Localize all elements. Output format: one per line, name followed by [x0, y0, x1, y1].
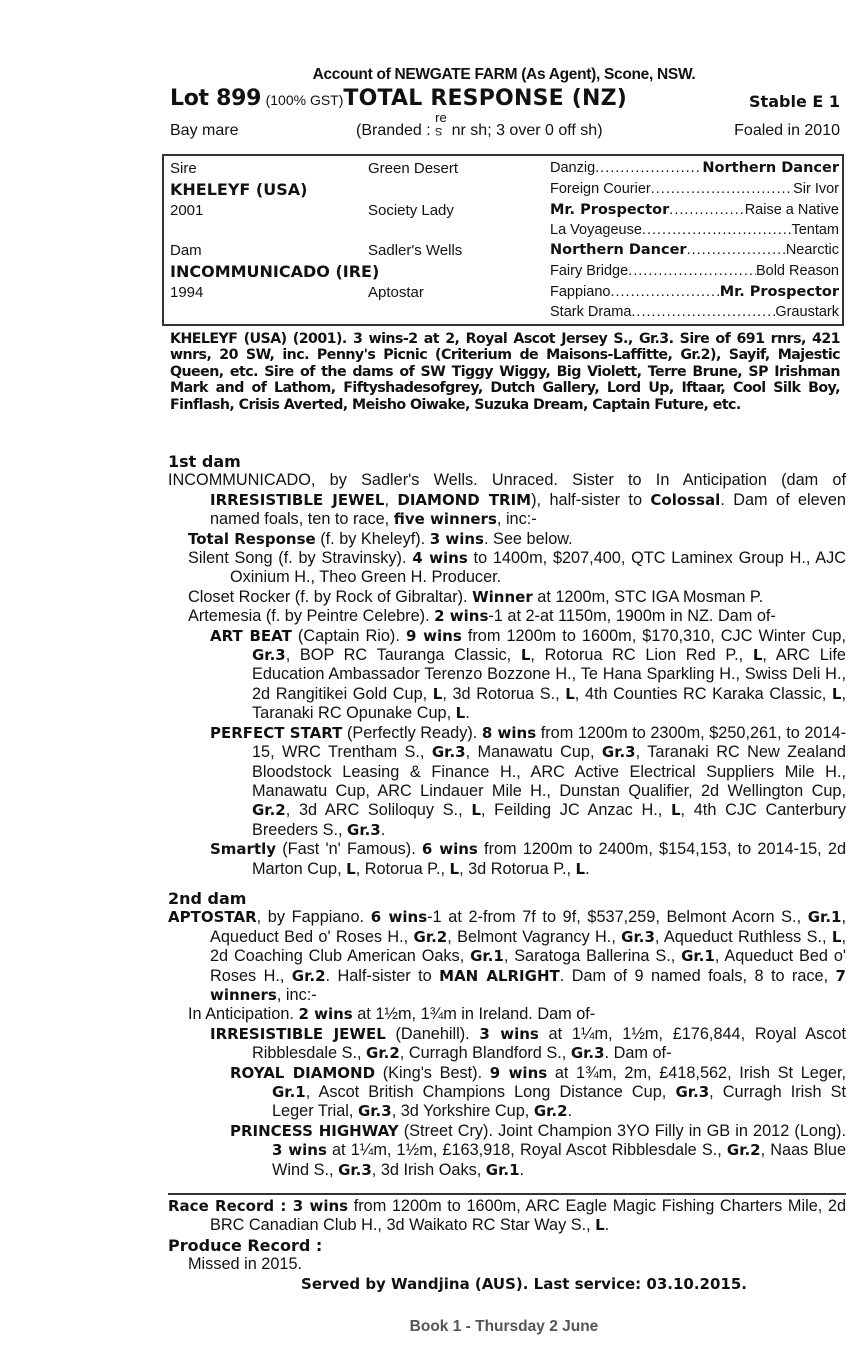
gen3-right: Northern Dancer [702, 160, 839, 176]
bold-text: Gr.2 [413, 927, 448, 946]
bold-text: Gr.3 [347, 820, 381, 839]
sire-dam: Society Lady [368, 202, 454, 219]
text-run: (Street Cry). Joint Champion 3YO Filly in GB in 2012 (Long). [398, 1121, 846, 1140]
bold-text: Gr.3 [675, 1083, 710, 1102]
sire-name: KHELEYF (USA) [170, 180, 308, 199]
pedigree-gen3-row [550, 304, 839, 320]
bold-text: five winners [393, 510, 497, 529]
text-run: ), half-sister to [531, 490, 651, 509]
progeny-entry [168, 530, 846, 549]
text-run: , 2d Coaching Club American Oaks, [210, 927, 846, 966]
gen3-left: Mr. Prospector [550, 202, 670, 218]
bold-text: ART BEAT [210, 626, 292, 645]
text-run: , [384, 490, 398, 509]
foaled-year: Foaled in 2010 [734, 122, 840, 139]
text-run: , BOP RC Tauranga Classic, [285, 646, 521, 665]
bold-text: L [432, 684, 443, 703]
bold-text: Gr.2 [291, 966, 326, 985]
bold-text: L [449, 859, 460, 878]
dam-label: Dam [170, 242, 202, 259]
bold-text: L [831, 927, 842, 946]
bold-text: 3 wins [479, 1024, 539, 1043]
text-run: (Captain Rio). [291, 626, 406, 645]
text-run: Artemesia (f. by Peintre Celebre). [188, 607, 435, 626]
text-run: , 3d Rotorua S., [442, 684, 566, 703]
pedigree-gen3-row [550, 242, 839, 258]
bold-text: Gr.2 [533, 1102, 568, 1121]
bold-text: L [670, 801, 681, 820]
text-run: . Dam of- [604, 1044, 672, 1063]
vendor-account: Account of NEWGATE FARM (As Agent), Scone, NSW. [312, 66, 696, 83]
bold-text: 7 winners [210, 966, 846, 1005]
bold-text: Gr.2 [366, 1044, 400, 1063]
bold-text: 2 wins [434, 607, 489, 626]
text-run: . [465, 704, 470, 723]
text-run: , 3d ARC Soliloquy S., [285, 801, 472, 820]
bold-text: PERFECT START [210, 723, 343, 742]
bold-text: 6 wins [421, 840, 478, 859]
bold-text: Gr.3 [338, 1160, 372, 1179]
text-run: . Dam of eleven named foals, ten to race, [210, 490, 846, 529]
text-run: , Ascot British Champions Long Distance Cup, [305, 1083, 676, 1102]
text-run: from 1200m to 1600m, ARC Eagle Magic Fishing Charters Mile, 2d BRC Canadian Club H., 3d Waikato RC Star Way S., [210, 1197, 847, 1235]
text-run: In Anticipation. [188, 1005, 299, 1024]
text-run: , Rotorua P., [355, 859, 450, 878]
gen3-left: Northern Dancer [550, 242, 687, 258]
bold-text: Gr.1 [681, 947, 715, 966]
horse-name: TOTAL RESPONSE (NZ) [343, 86, 627, 111]
bold-text: Gr.2 [252, 801, 286, 820]
brand-description [356, 109, 603, 140]
gen3-right: Raise a Native [744, 202, 839, 218]
pedigree-gen3-row [550, 284, 839, 300]
bold-text: 2 wins [298, 1005, 353, 1024]
bold-text: PRINCESS HIGHWAY [230, 1121, 399, 1140]
progeny-entry [168, 1064, 846, 1122]
gst-note: (100% GST) [265, 92, 344, 108]
gen3-left: Fairy Bridge [550, 263, 629, 279]
bold-text: 6 wins [370, 908, 428, 927]
first-dam-section [168, 452, 846, 879]
sex-colour: Bay mare [170, 122, 239, 139]
text-run: at 1¾m, 2m, £418,562, Irish St Leger, [547, 1063, 846, 1082]
leader-dots [610, 284, 719, 300]
sire-summary: KHELEYF (USA) (2001). 3 wins-2 at 2, Royal Ascot Jersey S., Gr.3. Sire of 691 rnrs, 421 wnrs, 20 SW, inc. Penny's Picnic (Criterium de Maisons-Laffitte, Gr.2), Sayif, Majestic Queen, etc. Sire of the dams of SW Tiggy Wiggy, Big Violett, Terre Brune, SP Irishman Mark and of Lathom, Fiftyshadesofgrey, Dutch Gallery, Lord Up, Iftaar, Cool Silk Boy, Finflash, Crisis Averted, Meisho Oiwake, Suzuka Dream, Captain Future, etc. [170, 331, 840, 413]
text-run: , Taranaki RC New Zealand Bloodstock Leasing & Finance H., ARC Active Electrical Suppliers Mile H., Manawatu Cup, ARC Lindauer Mile H., Dunstan Qualifier, 2d Wellington Cup, [252, 743, 846, 800]
text-run: . [567, 1102, 573, 1121]
bold-text: L [471, 801, 481, 820]
bold-text: Gr.1 [485, 1160, 520, 1179]
gen3-right: Bold Reason [755, 263, 839, 279]
bold-text: 4 wins [412, 549, 468, 568]
second-dam-intro [168, 908, 846, 1005]
text-run: , Feilding JC Anzac H., [480, 801, 671, 820]
bold-text: 3 wins [292, 1197, 349, 1215]
bold-text: Gr.1 [470, 947, 504, 966]
first-dam-heading: 1st dam [168, 452, 241, 471]
stable-location: Stable E 1 [749, 92, 840, 111]
text-run: to 1400m, $207,400, QTC Laminex Group H., AJC Oxinium H., Theo Green H. Producer. [230, 549, 847, 587]
text-run: (f. by Kheleyf). [315, 529, 430, 548]
progeny-entry [168, 627, 846, 724]
text-run: , 3d Yorkshire Cup, [391, 1102, 534, 1121]
bold-text: Colossal [650, 490, 721, 509]
brand-prefix: (Branded : [356, 122, 431, 139]
dam-name: INCOMMUNICADO (IRE) [170, 262, 380, 281]
text-run: , Aqueduct Bed o' Roses H., [210, 908, 846, 946]
second-dam-section [168, 889, 846, 1180]
text-run: . [380, 820, 386, 839]
sire-sire: Green Desert [368, 160, 459, 177]
lot-number: Lot 899 [170, 86, 262, 111]
text-run: , 3d Rotorua P., [459, 859, 576, 878]
produce-record-heading: Produce Record : [168, 1235, 323, 1255]
text-run: at 1¼m, 1½m, £176,844, Royal Ascot Ribblesdale S., [252, 1024, 846, 1063]
gen3-left: Fappiano [550, 284, 611, 300]
text-run: at 1½m, 1¾m in Ireland. Dam of- [352, 1005, 596, 1024]
text-run: . Dam of 9 named foals, 8 to race, [559, 966, 836, 985]
bold-text: ROYAL DIAMOND [230, 1063, 376, 1082]
progeny-entry [168, 549, 846, 588]
text-run: . Half-sister to [325, 966, 440, 985]
text-run: , Taranaki RC Opunake Cup, [252, 684, 847, 723]
bold-text: Gr.3 [357, 1102, 392, 1121]
progeny-entry [168, 1025, 846, 1064]
text-run: , Belmont Vagrancy H., [447, 927, 622, 946]
text-run: at 1200m, STC IGA Mosman P. [532, 587, 764, 606]
bold-text: L [575, 859, 586, 878]
leader-dots [631, 304, 775, 320]
gen3-right: Graustark [775, 304, 839, 320]
lot-header [170, 86, 846, 116]
bold-text: Gr.2 [726, 1141, 761, 1160]
text-run: . [604, 1216, 610, 1235]
pedigree-gen3-row [550, 263, 839, 279]
gen3-left: Foreign Courier [550, 181, 651, 197]
leader-dots [651, 181, 793, 197]
section-divider [168, 1193, 846, 1195]
text-run: , Saratoga Ballerina S., [503, 947, 682, 966]
progeny-entry [168, 724, 846, 840]
bold-text: L [752, 646, 763, 665]
second-dam-progeny [168, 1005, 846, 1180]
text-run: from 1200m to 1600m, $170,310, CJC Winter Cup, [461, 626, 847, 645]
text-run: -1 at 2-from 7f to 9f, $537,259, Belmont Acorn S., [427, 908, 808, 927]
bold-text: L [520, 646, 531, 665]
bold-text: MAN ALRIGHT [439, 966, 560, 985]
text-run: (Danehill). [385, 1024, 480, 1043]
bold-text: L [455, 704, 466, 723]
text-run: , Curragh Blandford S., [399, 1044, 571, 1063]
bold-text: Gr.3 [252, 646, 286, 665]
brand-suffix: nr sh; 3 over 0 off sh) [451, 122, 603, 139]
sire-label: Sire [170, 160, 197, 177]
horse-details [170, 109, 846, 146]
bold-text: L [831, 684, 842, 703]
leader-dots [642, 222, 792, 238]
text-run: , Rotorua RC Lion Red P., [530, 646, 753, 665]
bold-text: L [346, 859, 356, 878]
progeny-entry [168, 588, 846, 607]
pedigree-gen3-row [550, 222, 839, 238]
text-run: Closet Rocker (f. by Rock of Gibraltar). [188, 587, 473, 606]
progeny-entry [168, 840, 846, 879]
first-dam-intro [168, 471, 846, 529]
gen3-left: La Voyageuse [550, 222, 642, 238]
leader-dots [687, 242, 786, 258]
produce-record-line: Missed in 2015. [188, 1255, 303, 1274]
pedigree-gen3-row [550, 181, 839, 197]
text-run: . [519, 1160, 525, 1179]
text-run: , Naas Blue Wind S., [272, 1141, 846, 1179]
leader-dots [669, 202, 744, 218]
brand-mark-top: re [435, 109, 447, 125]
bold-text: Gr.3 [431, 743, 466, 762]
gen3-right: Nearctic [785, 242, 839, 258]
text-run: INCOMMUNICADO, by Sadler's Wells. Unraced. Sister to In Anticipation (dam of [168, 471, 846, 490]
gen3-right: Tentam [791, 222, 839, 238]
bold-text: Winner [472, 587, 533, 606]
bold-text: Gr.3 [570, 1044, 605, 1063]
bold-text: 3 wins [272, 1141, 327, 1160]
bold-text: IRRESISTIBLE JEWEL [210, 1024, 386, 1043]
text-run: , inc:- [276, 986, 317, 1005]
gen3-right: Mr. Prospector [719, 284, 839, 300]
bold-text: 9 wins [405, 626, 462, 645]
bold-text: 3 wins [429, 529, 484, 548]
bold-text: DIAMOND TRIM [397, 490, 532, 509]
bold-text: IRRESISTIBLE JEWEL [210, 490, 385, 509]
first-dam-progeny [168, 530, 846, 879]
records-section [168, 1197, 846, 1294]
dam-year: 1994 [170, 284, 204, 301]
bold-text: 8 wins [481, 723, 537, 742]
bold-text: Smartly [210, 840, 277, 859]
leader-dots [595, 160, 702, 176]
gen3-right: Sir Ivor [793, 181, 839, 197]
second-dam-heading: 2nd dam [168, 889, 247, 908]
bold-text: 9 wins [489, 1063, 548, 1082]
text-run: -1 at 2-at 1150m, 1900m in NZ. Dam of- [488, 607, 776, 626]
bold-text: Gr.1 [272, 1083, 306, 1102]
text-run: . [585, 859, 590, 878]
last-service-note: Served by Wandjina (AUS). Last service: 03.10.2015. [301, 1274, 747, 1293]
text-run: , Aqueduct Bed o' Roses H., [210, 947, 846, 985]
leader-dots [628, 263, 756, 279]
text-run: (Perfectly Ready). [342, 723, 482, 742]
bold-text: APTOSTAR [168, 908, 257, 927]
text-run: , 4th CJC Canterbury Breeders S., [252, 801, 846, 839]
text-run: , Aqueduct Ruthless S., [654, 927, 832, 946]
pedigree-table [162, 154, 844, 326]
gen3-left: Danzig [550, 160, 596, 176]
pedigree-gen3-row [550, 202, 839, 218]
progeny-entry [168, 1122, 846, 1180]
progeny-entry [168, 607, 846, 626]
text-run: at 1¼m, 1½m, £163,918, Royal Ascot Ribblesdale S., [326, 1141, 727, 1160]
race-record [168, 1197, 846, 1236]
text-run: , ARC Life Education Ambassador Terenzo Bozzone H., Te Hana Sparkling H., Swiss Deli H., 2d Rangitikei Gold Cup, [252, 646, 846, 703]
text-run: (King's Best). [375, 1063, 490, 1082]
text-run: , 3d Irish Oaks, [371, 1160, 486, 1179]
gen3-left: Stark Drama [550, 304, 632, 320]
bold-text: L [565, 684, 575, 703]
text-run: , Curragh Irish St Leger Trial, [272, 1083, 846, 1121]
sire-year: 2001 [170, 202, 204, 219]
bold-text: Gr.1 [807, 908, 842, 927]
text-run: , 4th Counties RC Karaka Classic, [574, 684, 832, 703]
text-run: (Fast 'n' Famous). [276, 840, 422, 859]
bold-text: Total Response [188, 529, 316, 548]
text-run: , inc:- [496, 510, 537, 529]
text-run: Silent Song (f. by Stravinsky). [188, 549, 413, 568]
pedigree-gen3-row [550, 160, 839, 176]
dam-sire: Sadler's Wells [368, 242, 463, 259]
text-run: , Manawatu Cup, [465, 743, 602, 762]
brand-mark-bottom: S [435, 124, 443, 137]
text-run: , by Fappiano. [256, 908, 371, 927]
text-run: from 1200m to 2300m, $250,261, to 2014-15, WRC Trentham S., [252, 723, 847, 762]
dam-dam: Aptostar [368, 284, 424, 301]
brand-mark-icon [435, 109, 447, 139]
page-footer: Book 1 - Thursday 2 June [409, 1318, 599, 1335]
bold-text: Race Record : [168, 1197, 293, 1215]
text-run: . See below. [483, 529, 573, 548]
bold-text: Gr.3 [601, 743, 636, 762]
bold-text: Gr.3 [621, 927, 655, 946]
progeny-entry [168, 1005, 846, 1024]
text-run: from 1200m to 2400m, $154,153, to 2014-15, 2d Marton Cup, [252, 840, 846, 878]
bold-text: L [595, 1216, 605, 1235]
